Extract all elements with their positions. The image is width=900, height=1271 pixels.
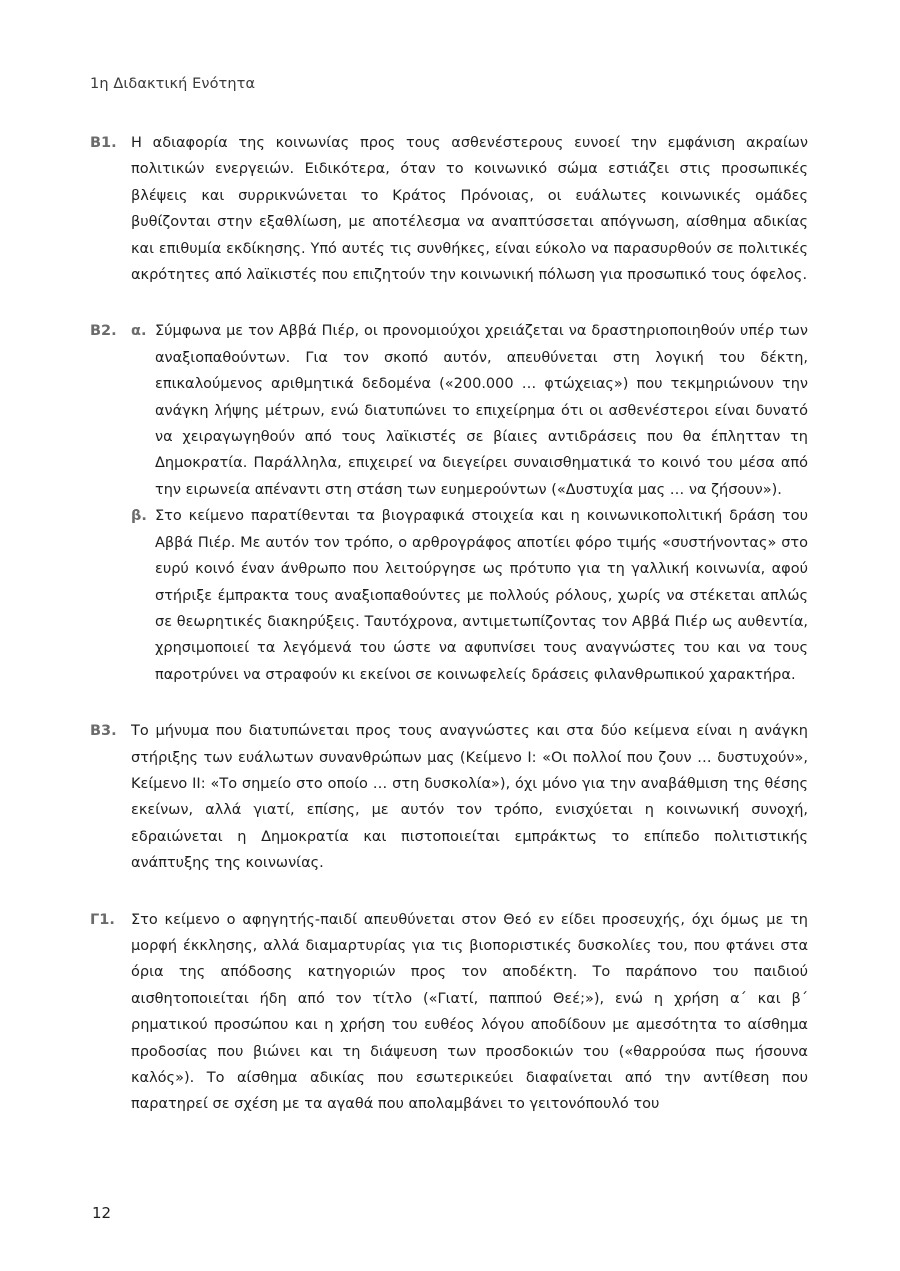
sub-answer-text: Σύμφωνα με τον Αββά Πιέρ, οι προνομιούχοι χρειάζεται να δραστηριοποιηθούν υπέρ των αναξιοπαθούντων. Για τον σκοπό αυτόν, απευθύνεται στη λογική του δέκτη, επικαλούμενος αριθμητικά δεδομένα («200.000 … φτώχειας») που τεκμηριώνουν την ανάγκη λήψης μέτρων, ενώ διατυπώνει το επιχείρημα ότι οι ασθενέστεροι είναι δυνατό να χειραγωγηθούν από τους λαϊκιστές σε βίαιες αντιδράσεις που θα έπλητταν τη Δημοκρατία. Παράλληλα, επιχειρεί να διεγείρει συναισθηματικά το κοινό του μέσα από την ειρωνεία απέναντι στη στάση των ευημερούντων («Δυστυχία μας … να ζήσουν»). xyxy=(155,323,808,498)
running-header: 1η Διδακτική Ενότητα xyxy=(90,76,256,92)
sub-answer-a xyxy=(131,318,808,503)
sub-answer-label: β. xyxy=(131,508,147,525)
sub-answer-body xyxy=(155,503,808,688)
answer-label: Γ1. xyxy=(90,911,115,928)
answer-b1 xyxy=(90,130,808,288)
answer-text: Η αδιαφορία της κοινωνίας προς τους ασθενέστερους ευνοεί την εμφάνιση ακραίων πολιτικών ενεργειών. Ειδικότερα, όταν το κοινωνικό σώμα εστιάζει στις προσωπικές βλέψεις και συρρικνώνεται το Κράτος Πρόνοιας, οι ευάλωτες κοινωνικές ομάδες βυθίζονται στην εξαθλίωση, με αποτέλεσμα να αναπτύσσεται απόγνωση, αίσθημα αδικίας και επιθυμία εκδίκησης. Υπό αυτές τις συνθήκες, είναι εύκολο να παρασυρθούν σε πολιτικές ακρότητες από λαϊκιστές που επιζητούν την κοινωνική πόλωση για προσωπικό τους όφελος. xyxy=(131,135,808,284)
answer-text: Το μήνυμα που διατυπώνεται προς τους αναγνώστες και στα δύο κείμενα είναι η ανάγκη στήριξης των ευάλωτων συνανθρώπων μας (Κείμενο Ι: «Οι πολλοί που ζουν … δυστυχούν», Κείμενο ΙΙ: «Το σημείο στο οποίο … στη δυσκολία»), όχι μόνο για την αναβάθμιση της θέσης εκείνων, αλλά γιατί, επίσης, με αυτόν τον τρόπο, ενισχύεται η κοινωνική συνοχή, εδραιώνεται η Δημοκρατία και πιστοποιείται εμπράκτως το επίπεδο πολιτιστικής ανάπτυξης της κοινωνίας. xyxy=(131,723,808,872)
answer-body xyxy=(131,318,808,688)
answer-label: Β2. xyxy=(90,323,117,340)
answer-b3 xyxy=(90,718,808,876)
answer-b2 xyxy=(90,318,808,688)
answer-label: Β1. xyxy=(90,135,117,151)
answer-body xyxy=(131,130,808,288)
answer-g1 xyxy=(90,907,808,1118)
sub-answer-text: Στο κείμενο παρατίθενται τα βιογραφικά στοιχεία και η κοινωνικοπολιτική δράση του Αββά Πιέρ. Με αυτόν τον τρόπο, ο αρθρογράφος αποτίει φόρο τιμής «συστήνοντας» στο ευρύ κοινό έναν άνθρωπο που λειτούργησε ως πρότυπο για τη γαλλική κοινωνία, αφού στήριξε έμπρακτα τους αναξιοπαθούντες με πολλούς ρόλους, χωρίς να στέκεται απλώς σε θεωρητικές διακηρύξεις. Ταυτόχρονα, αντιμετωπίζοντας τον Αββά Πιέρ ως αυθεντία, χρησιμοποιεί τα λεγόμενά του ώστε να αφυπνίσει τους αναγνώστες του και να τους παροτρύνει να στραφούν κι εκείνοι σε κοινωφελείς δράσεις φιλανθρωπικού χαρακτήρα. xyxy=(155,508,808,683)
answer-body xyxy=(131,718,808,876)
sub-answer-label: α. xyxy=(131,323,147,340)
answer-body xyxy=(131,907,808,1118)
page-number: 12 xyxy=(92,1204,112,1222)
answer-text: Στο κείμενο ο αφηγητής-παιδί απευθύνεται στον Θεό εν είδει προσευχής, όχι όμως με τη μορφή έκκλησης, αλλά διαμαρτυρίας για τις βιοποριστικές δυσκολίες του, που φτάνει στα όρια της απόδοσης κατηγοριών προς τον αποδέκτη. Το παράπονο του παιδιού αισθητοποιείται ήδη από τον τίτλο («Γιατί, παππού Θεέ;»), ενώ η χρήση α΄ και β΄ ρηματικού προσώπου και η χρήση του ευθέος λόγου αποδίδουν με αμεσότητα το αίσθημα προδοσίας που βιώνει και τη διάψευση των προσδοκιών του («θαρρούσα πως ήσουνα καλός»). Το αίσθημα αδικίας που εσωτερικεύει διαφαίνεται από την αντίθεση που παρατηρεί σε σχέση με τα αγαθά που απολαμβάνει το γειτονόπουλό του xyxy=(131,911,808,1113)
answer-label: Β3. xyxy=(90,723,117,740)
document-body xyxy=(90,130,808,1148)
sub-answer-b xyxy=(131,503,808,688)
sub-answer-body xyxy=(155,318,808,503)
